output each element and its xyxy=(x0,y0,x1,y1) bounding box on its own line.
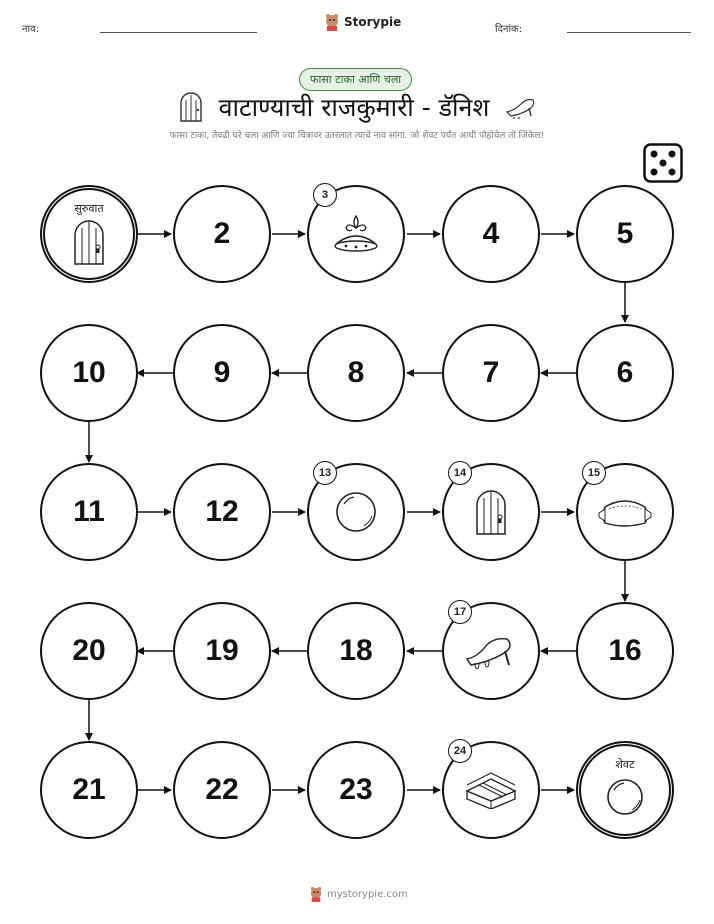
board-cell-11[interactable]: 11 xyxy=(40,463,138,561)
end-label: शेवट xyxy=(615,758,635,771)
cell-number-badge: 17 xyxy=(448,600,472,624)
board-cell-22[interactable]: 22 xyxy=(173,741,271,839)
board-cell-start[interactable] xyxy=(40,185,138,283)
door-icon xyxy=(72,219,106,265)
pea-icon xyxy=(605,777,645,817)
start-label: सुरुवात xyxy=(74,202,104,215)
crown-icon xyxy=(332,214,380,254)
board-cell-15[interactable] xyxy=(576,463,674,561)
footer xyxy=(309,886,408,902)
board-cell-24[interactable] xyxy=(442,741,540,839)
cell-number-badge: 3 xyxy=(313,183,337,207)
board-cell-20[interactable]: 20 xyxy=(40,602,138,700)
board-cell-2[interactable]: 2 xyxy=(173,185,271,283)
slipper-icon xyxy=(463,631,519,671)
board-cell-4[interactable]: 4 xyxy=(442,185,540,283)
name-label: नाव: xyxy=(22,24,40,35)
board-cell-end[interactable] xyxy=(576,741,674,839)
board-cell-6[interactable]: 6 xyxy=(576,324,674,422)
date-label: दिनांक: xyxy=(495,24,523,35)
board-cell-14[interactable] xyxy=(442,463,540,561)
cell-number-badge: 15 xyxy=(582,461,606,485)
door-icon xyxy=(474,489,508,535)
footer-url[interactable]: mystorypie.com xyxy=(327,888,408,900)
board-cell-3[interactable] xyxy=(307,185,405,283)
board-cell-10[interactable]: 10 xyxy=(40,324,138,422)
cell-number-badge: 14 xyxy=(448,461,472,485)
game-type-pill: फासा टाका आणि चला xyxy=(299,68,412,91)
board-cell-13[interactable] xyxy=(307,463,405,561)
board-cell-21[interactable]: 21 xyxy=(40,741,138,839)
pillow-icon xyxy=(597,495,653,529)
board-cell-8[interactable]: 8 xyxy=(307,324,405,422)
mascot-icon xyxy=(309,886,323,902)
board-cell-12[interactable]: 12 xyxy=(173,463,271,561)
board-cell-23[interactable]: 23 xyxy=(307,741,405,839)
cell-number-badge: 13 xyxy=(313,461,337,485)
board-cell-18[interactable]: 18 xyxy=(307,602,405,700)
board-cell-16[interactable]: 16 xyxy=(576,602,674,700)
page-title: वाटाण्याची राजकुमारी - डॅनिश xyxy=(218,93,490,122)
instructions: फासा टाका, तेवढी घरे चला आणि ज्या चित्रावर उतरलात त्याचे नाव सांगा. जो शेवट पर्यंत आधी पोहोचेल तो जिंकेल! xyxy=(169,131,545,141)
board-cell-19[interactable]: 19 xyxy=(173,602,271,700)
board-cell-9[interactable]: 9 xyxy=(173,324,271,422)
mattress-icon xyxy=(463,771,519,809)
board-cell-5[interactable]: 5 xyxy=(576,185,674,283)
brand-name: Storypie xyxy=(344,15,402,29)
board-cell-7[interactable]: 7 xyxy=(442,324,540,422)
board-cell-17[interactable] xyxy=(442,602,540,700)
cell-number-badge: 24 xyxy=(448,739,472,763)
pea-icon xyxy=(334,490,378,534)
